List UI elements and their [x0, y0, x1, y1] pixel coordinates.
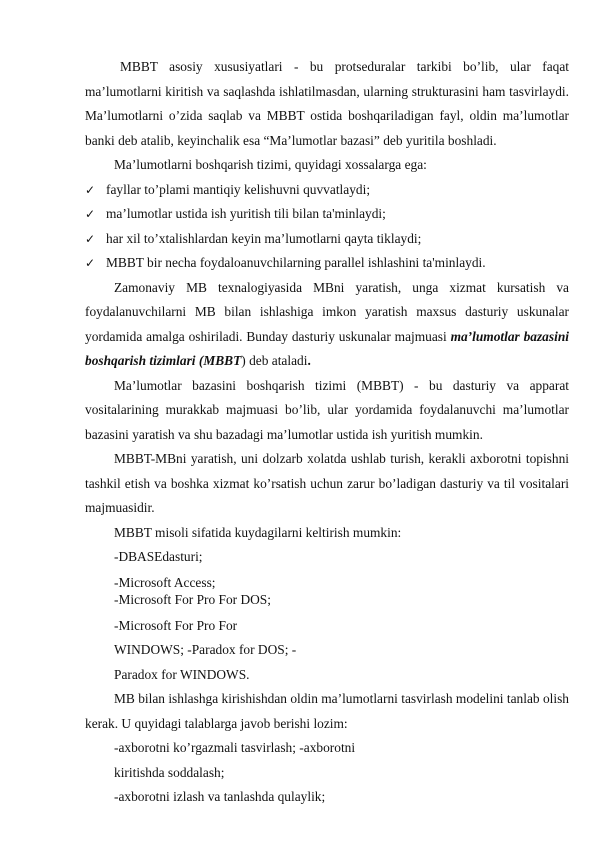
paragraph-modern-technology [85, 276, 569, 374]
paragraph-text: ) deb ataladi [241, 353, 308, 368]
text-line: WINDOWS; -Paradox for DOS; - [114, 642, 297, 657]
checkmark-icon: ✓ [85, 207, 96, 221]
properties-checklist [85, 178, 569, 276]
paragraph-mbbt-features: MBBT asosiy xususiyatlari - bu protseduralar tarkibi bo’lib, ular faqat ma’lumotlarni kiritish va saqlashda ishlatilmasdan, ularning strukturasini ham tasvirlaydi. Ma’lumotlarni o’zida saqlab va MBBT ostida boshqariladigan fayl, oldin ma’lumotlar banki deb atalib, keyinchalik esa “Ma’lumotlar bazasi” deb yuritila boshladi. [85, 59, 569, 148]
paragraph-text: Zamonaviy MB texnalogiyasida MBni yaratish, unga xizmat kursatish va foydalanuvchilarni MB bilan ishlashiga imkon yaratish maxsus dasturiy uskunalar yordamida amalga oshiriladi. Bunday dasturiy uskunalar majmuasi [85, 279, 569, 344]
text-line: -Microsoft For Pro For [114, 617, 238, 633]
check-list-item [85, 251, 569, 276]
check-item-text: MBBT bir necha foydaloanuvchilarning parallel ishlashini ta'minlaydi. [106, 255, 486, 270]
document-page [85, 55, 569, 810]
paragraph-end-mark: . [307, 353, 311, 368]
check-item-text: har xil to’xtalishlardan keyin ma’lumotlarni qayta tiklaydi; [106, 230, 422, 246]
paragraph-properties-intro: Ma’lumotlarni boshqarish tizimi, quyidagi xossalarga ega: [114, 157, 427, 172]
paragraph-model-selection: MB bilan ishlashga kirishishdan oldin ma’lumotlarni tasvirlash modelini tanlab olish kerak. U quyidagi talablarga javob berishi lozim: [85, 691, 569, 731]
paragraph-mbbt-tools: MBBT-MBni yaratish, uni dolzarb xolatda ushlab turish, kerakli axborotni topishni tashkil etish va boshka xizmat ko’rsatish uchun zarur bo’ladigan dasturiy va til vositalari majmuasidir. [85, 451, 569, 515]
check-list-item [85, 178, 569, 203]
emphasized-term: ma’lumotlar bazasini boshqarish tizimlari (MBBT [85, 328, 569, 368]
text-line: kiritishda soddalash; [114, 764, 225, 780]
text-line: -DBASEdasturi; [114, 549, 203, 564]
check-list-item [85, 202, 569, 227]
text-line: Paradox for WINDOWS. [114, 666, 250, 682]
check-item-text: ma’lumotlar ustida ish yuritish tili bilan ta'minlaydi; [106, 206, 386, 221]
check-list-item [85, 227, 569, 252]
text-line: MBBT misoli sifatida kuydagilarni keltirish mumkin: [114, 524, 402, 540]
text-line: -axborotni ko’rgazmali tasvirlash; -axborotni [114, 740, 356, 755]
checkmark-icon: ✓ [85, 182, 96, 197]
check-item-text: fayllar to’plami mantiqiy kelishuvni quvvatlaydi; [106, 181, 371, 197]
paragraph-mbbt-definition: Ma’lumotlar bazasini boshqarish tizimi (MBBT) - bu dasturiy va apparat vositalarining murakkab majmuasi bo’lib, ular yordamida foydalanuvchi ma’lumotlar bazasini yaratish va shu bazadagi ma’lumotlar ustida ish yuritish mumkin. [85, 377, 569, 442]
checkmark-icon: ✓ [85, 231, 96, 246]
text-line: -Microsoft Access; [114, 574, 216, 590]
text-line: -axborotni izlash va tanlashda qulaylik; [114, 789, 326, 804]
checkmark-icon: ✓ [85, 256, 96, 270]
text-line: -Microsoft For Pro For DOS; [114, 591, 271, 607]
